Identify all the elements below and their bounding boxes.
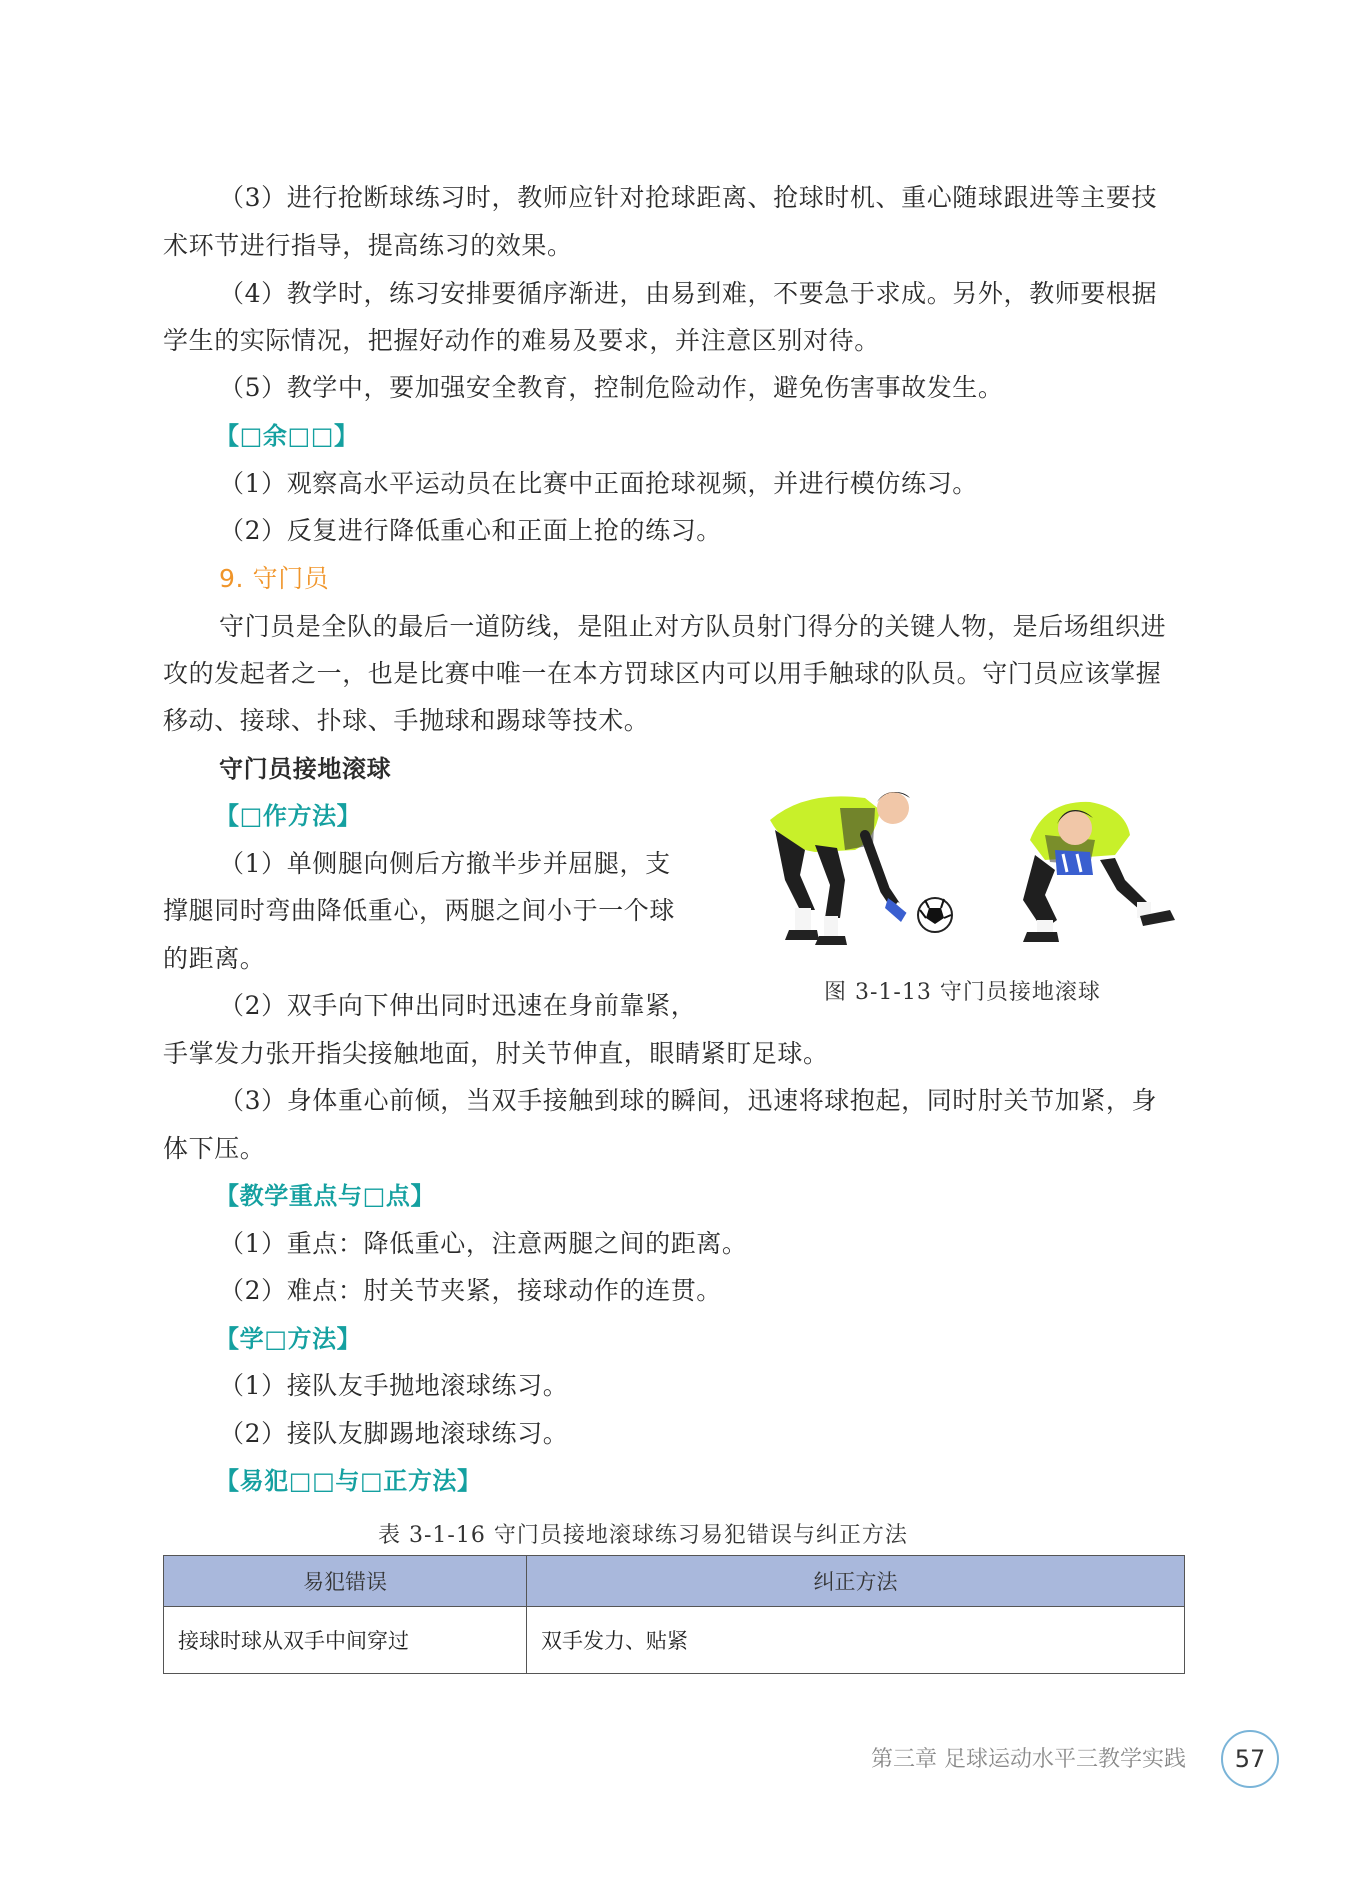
paragraph-line: （2）难点：肘关节夹紧，接球动作的连贯。: [219, 1276, 722, 1305]
paragraph-line: （1）接队友手抛地滚球练习。: [219, 1371, 569, 1400]
section-heading-learning: 【学□方法】: [215, 1325, 362, 1353]
paragraph-line: 撑腿同时弯曲降低重心，两腿之间小于一个球: [163, 896, 676, 925]
paragraph-line: （2）反复进行降低重心和正面上抢的练习。: [219, 516, 722, 545]
paragraph-line: 体下压。: [163, 1134, 266, 1163]
section-heading-key-points: 【教学重点与□点】: [215, 1182, 436, 1210]
table-row: [164, 1607, 1185, 1674]
paragraph-line: （1）单侧腿向侧后方撤半步并屈腿，支: [219, 849, 671, 878]
chapter-footer: 第三章 足球运动水平三教学实践: [871, 1747, 1186, 1772]
page-number: 57: [1221, 1730, 1279, 1788]
table-header-row: [164, 1556, 1185, 1607]
paragraph-line: （1）重点：降低重心，注意两腿之间的距离。: [219, 1229, 748, 1258]
paragraph-line: 守门员是全队的最后一道防线，是阻止对方队员射门得分的关键人物，是后场组织进: [219, 612, 1167, 641]
figure-caption: 图 3-1-13 守门员接地滚球: [824, 980, 1101, 1005]
table-header-cell: 纠正方法: [527, 1556, 1185, 1607]
paragraph-line: （2）接队友脚踢地滚球练习。: [219, 1419, 569, 1448]
section-title-goalkeeper: 9. 守门员: [219, 564, 330, 593]
paragraph-line: 的距离。: [163, 944, 266, 973]
table-cell: 接球时球从双手中间穿过: [164, 1607, 527, 1674]
goalkeeper-pose-gathering: [1023, 802, 1175, 942]
table-cell: 双手发力、贴紧: [527, 1607, 1185, 1674]
paragraph-line: （3）进行抢断球练习时，教师应针对抢球距离、抢球时机、重心随球跟进等主要技: [219, 183, 1158, 212]
paragraph-line: 手掌发力张开指尖接触地面，肘关节伸直，眼睛紧盯足球。: [163, 1039, 829, 1068]
paragraph-line: 学生的实际情况，把握好动作的难易及要求，并注意区别对待。: [163, 326, 880, 355]
table-caption: 表 3-1-16 守门员接地滚球练习易犯错误与纠正方法: [378, 1523, 908, 1548]
paragraph-line: 移动、接球、扑球、手抛球和踢球等技术。: [163, 706, 650, 735]
paragraph-line: （3）身体重心前倾，当双手接触到球的瞬间，迅速将球抱起，同时肘关节加紧，身: [219, 1086, 1158, 1115]
paragraph-line: （1）观察高水平运动员在比赛中正面抢球视频，并进行模仿练习。: [219, 469, 978, 498]
table-header-cell: 易犯错误: [164, 1556, 527, 1607]
goalkeeper-figure: [745, 780, 1185, 955]
paragraph-line: （2）双手向下伸出同时迅速在身前靠紧，: [219, 991, 697, 1020]
paragraph-line: （4）教学时，练习安排要循序渐进，由易到难，不要急于求成。另外，教师要根据: [219, 279, 1158, 308]
paragraph-line: 攻的发起者之一，也是比赛中唯一在本方罚球区内可以用手触球的队员。守门员应该掌握: [163, 659, 1162, 688]
goalkeeper-pose-reaching: [770, 792, 952, 945]
paragraph-line: 术环节进行指导，提高练习的效果。: [163, 231, 573, 260]
errors-table: [163, 1555, 1185, 1674]
paragraph-line: （5）教学中，要加强安全教育，控制危险动作，避免伤害事故发生。: [219, 373, 1004, 402]
section-heading-errors: 【易犯□□与□正方法】: [215, 1467, 482, 1495]
subsection-title: 守门员接地滚球: [219, 755, 392, 783]
section-heading-practice: 【□余□□】: [215, 422, 359, 450]
section-heading-method: 【□作方法】: [215, 802, 362, 830]
